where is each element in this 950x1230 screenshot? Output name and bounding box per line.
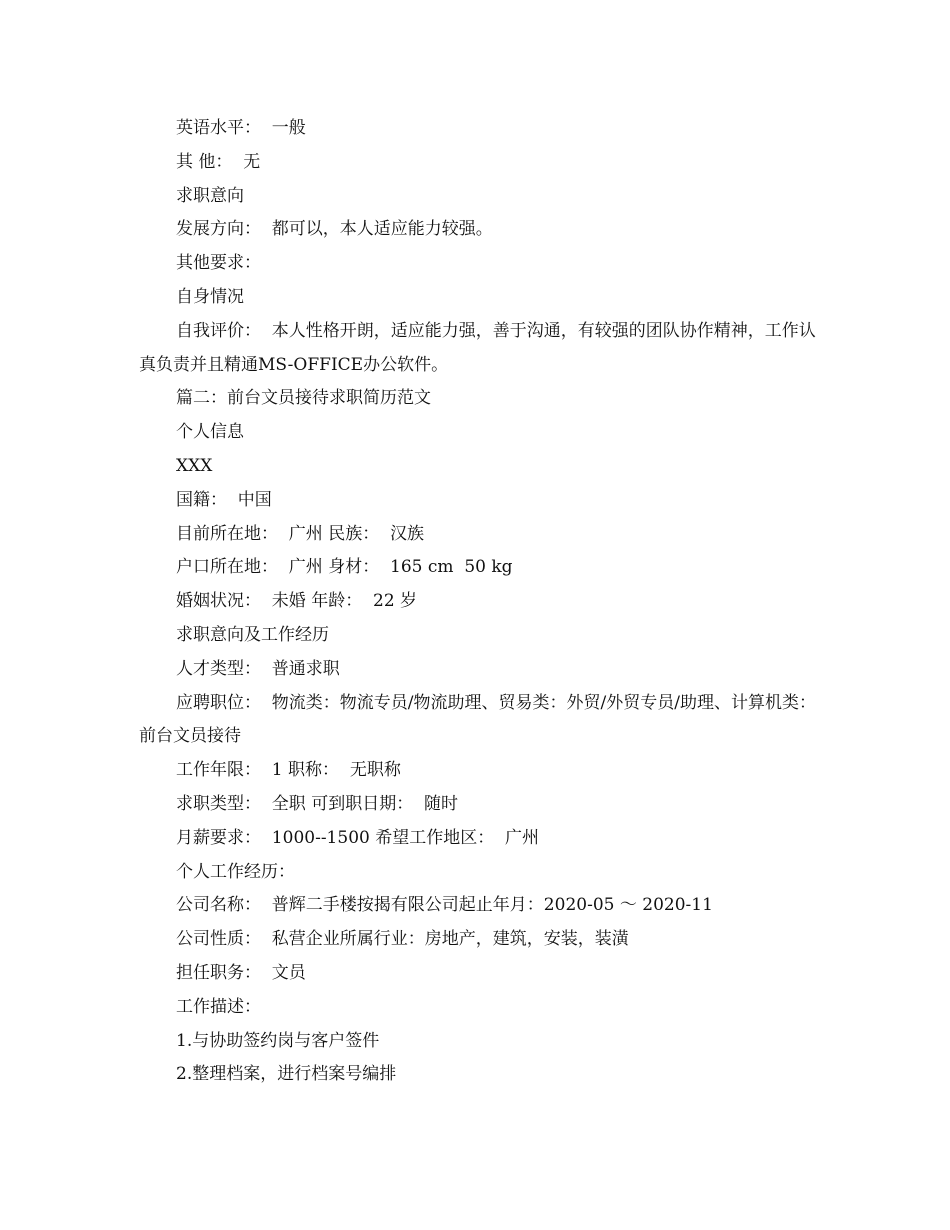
self-evaluation-paragraph: 自我评价： 本人性格开朗，适应能力强，善于沟通，有较强的团队协作精神，工作认真负责并且精通MS-OFFICE办公软件。 <box>139 320 816 375</box>
english-level-line: 英语水平： 一般 <box>176 118 306 138</box>
section-heading-job-intent: 求职意向 <box>176 185 244 206</box>
nationality-line: 国籍： 中国 <box>176 489 272 510</box>
company-nature-line: 公司性质： 私营企业所属行业：房地产，建筑，安装，装潢 <box>176 929 629 950</box>
section-heading-self-situation: 自身情况 <box>176 286 244 307</box>
position-held-line: 担任职务： 文员 <box>176 962 306 983</box>
job-description-item-1: 1.与协助签约岗与客户签件 <box>176 1030 380 1051</box>
name-line: XXX <box>176 455 213 476</box>
company-name-line: 公司名称： 普辉二手楼按揭有限公司起止年月：2020-05 ～ 2020-11 <box>176 895 713 916</box>
salary-line: 月薪要求： 1000--1500 希望工作地区： 广州 <box>176 827 540 848</box>
current-location-line: 目前所在地： 广州 民族： 汉族 <box>176 523 425 544</box>
talent-type-line: 人才类型： 普通求职 <box>176 658 340 679</box>
document-body <box>139 112 829 1092</box>
household-location-line: 户口所在地： 广州 身材： 165 cm 50 kg <box>176 557 513 578</box>
job-description-item-2: 2.整理档案，进行档案号编排 <box>176 1064 397 1085</box>
development-direction-line: 发展方向： 都可以，本人适应能力较强。 <box>176 219 493 240</box>
job-description-heading: 工作描述： <box>176 996 261 1017</box>
section-heading-intent-experience: 求职意向及工作经历 <box>176 624 329 645</box>
applied-position-paragraph: 应聘职位： 物流类：物流专员/物流助理、贸易类：外贸/外贸专员/助理、计算机类：前台文员接待 <box>139 692 816 747</box>
marital-status-line: 婚姻状况： 未婚 年龄： 22 岁 <box>176 591 418 612</box>
article-two-title: 篇二：前台文员接待求职简历范文 <box>176 388 431 409</box>
other-line: 其 他： 无 <box>176 151 261 172</box>
job-type-line: 求职类型： 全职 可到职日期： 随时 <box>176 793 459 814</box>
section-heading-personal-info: 个人信息 <box>176 422 244 443</box>
section-heading-work-history: 个人工作经历： <box>176 861 295 882</box>
work-years-line: 工作年限： 1 职称： 无职称 <box>176 760 401 781</box>
other-requirements-line: 其他要求： <box>176 253 261 274</box>
